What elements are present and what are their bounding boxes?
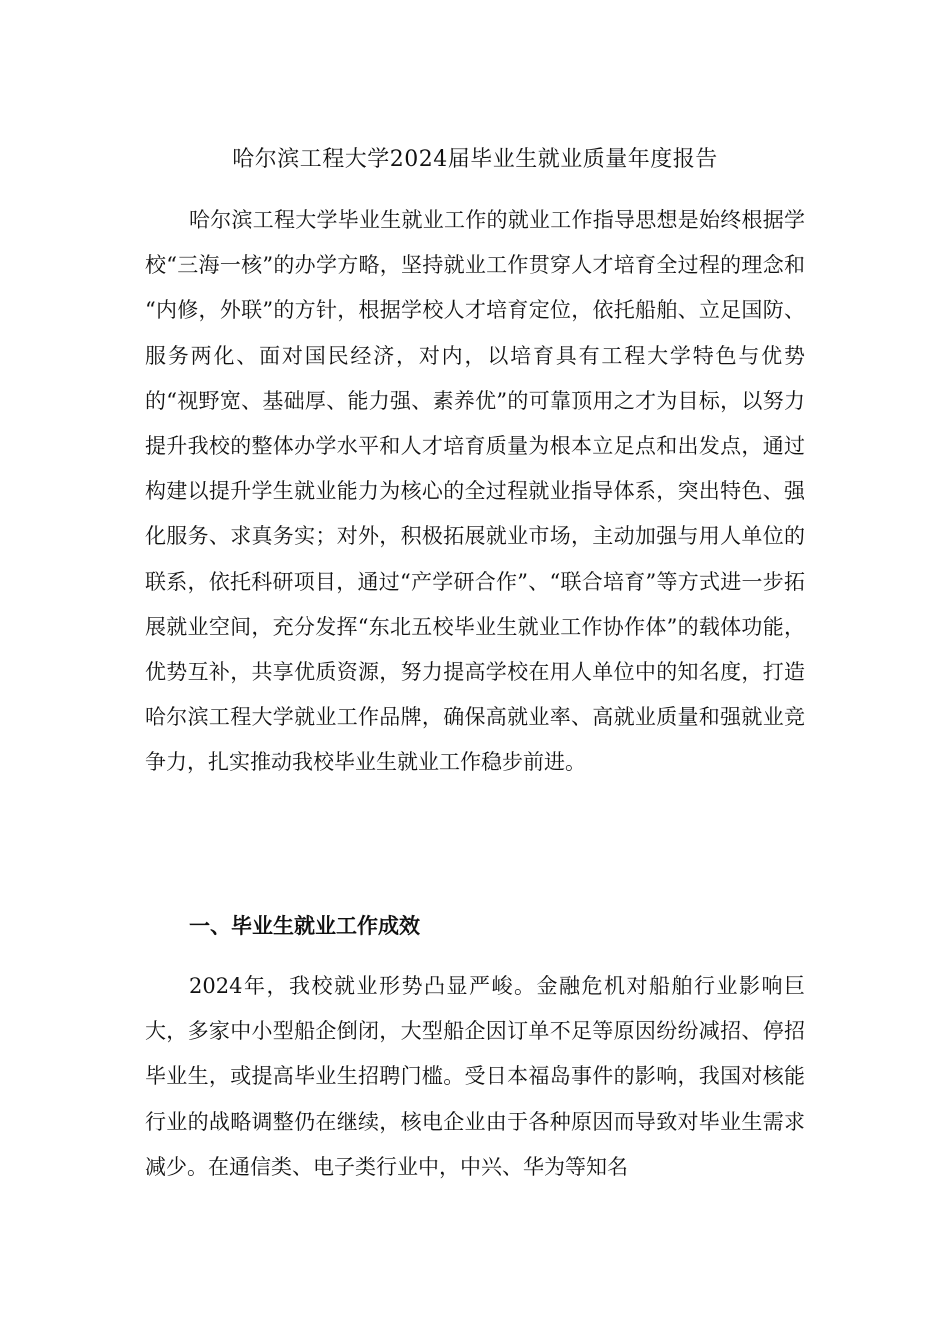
section-heading: 一、毕业生就业工作成效 xyxy=(189,914,420,938)
section-paragraph: 2024年，我校就业形势凸显严峻。金融危机对船舶行业影响巨大，多家中小型船企倒闭，大型船企因订单不足等原因纷纷减招、停招毕业生，或提高毕业生招聘门槛。受日本福岛事件的影响，我国对核能行业的战略调整仍在继续，核电企业由于各种原因而导致对毕业生需求减少。在通信类、电子类行业中，中兴、华为等知名 xyxy=(145,974,805,1179)
document-title: 哈尔滨工程大学2024届毕业生就业质量年度报告 xyxy=(232,147,718,172)
intro-paragraph: 哈尔滨工程大学毕业生就业工作的就业工作指导思想是始终根据学校“三海一核”的办学方略，坚持就业工作贯穿人才培育全过程的理念和 “内修，外联”的方针，根据学校人才培育定位，依托船舶、立足国防、服务两化、面对国民经济，对内，以培育具有工程大学特色与优势的“视野宽、基础厚、能力强、素养优”的可靠顶用之才为目标，以努力提升我校的整体办学水平和人才培育质量为根本立足点和出发点，通过构建以提升学生就业能力为核心的全过程就业指导体系，突出特色、强化服务、求真务实；对外，积极拓展就业市场，主动加强与用人单位的联系，依托科研项目，通过“产学研合作”、“联合培育”等方式进一步拓展就业空间，充分发挥“东北五校毕业生就业工作协作体”的载体功能，优势互补，共享优质资源，努力提高学校在用人单位中的知名度，打造哈尔滨工程大学就业工作品牌，确保高就业率、高就业质量和强就业竞争力，扎实推动我校毕业生就业工作稳步前进。 xyxy=(145,208,805,775)
